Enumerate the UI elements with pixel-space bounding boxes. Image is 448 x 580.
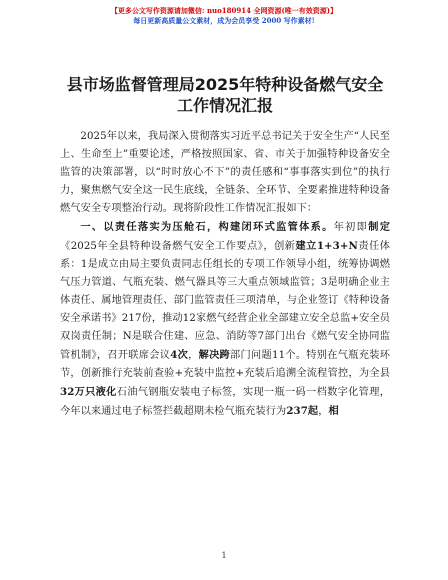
bold-run: 4次 [170, 349, 189, 361]
section-heading: 一、以责任落实为压舱石，构建闭环式监管体系。 [80, 221, 334, 233]
document-title: 县市场监督管理局2025年特种设备燃气安全工作情况汇报 [66, 75, 384, 115]
text-run: ， [318, 406, 329, 417]
bold-run: 237起 [286, 405, 319, 417]
page-number: 1 [221, 551, 227, 560]
text-run: 石油气钢瓶安装电子标签，实现一瓶一码一档数字化管理，今年以来通过电子标签拦截超期未检气瓶充装行为 [60, 387, 390, 417]
bold-run: 32万只液化 [60, 386, 117, 398]
text-run: ， [188, 350, 199, 361]
text-run: 年初即 [333, 222, 369, 233]
section-one-paragraph [60, 218, 390, 421]
text-run: 部门问题11个。特别在气瓶充装环节，创新推行充装前查验+充装中监控+充装后追溯全流程管控，为全县 [60, 350, 390, 379]
bold-run: 制定 [368, 221, 391, 233]
bold-run: 解决跨 [198, 349, 231, 361]
promo-line-1: 【更多公文写作资源请加微信: nuo180914 全网资源(唯一有效资源)】 [110, 6, 338, 15]
text-run: 责任体系：1是成立由局主要负责同志任组长的专项工作领导小组，统筹协调燃气压力管道、气瓶充装、燃气器具等三大重点领域监管；3是明确企业主体责任、属地管理责任、部门监管责任三项清单，与企业签订《特种设备安全承诺书》217份，推动12家燃气经营企业全部建立安全总监+安全员双岗责任制；N是联合住建、应急、消防等7部门出台《燃气安全协同监管机制》，召开联席会议 [60, 241, 390, 361]
document-body [60, 128, 390, 421]
promo-banner [0, 6, 448, 26]
bold-run: 建立1+3+N [295, 240, 358, 252]
bold-run: 相 [328, 405, 339, 417]
text-run: 《2025年全县特种设备燃气安全工作要点》，创新 [60, 241, 296, 252]
promo-line-2: 每日更新高质量公文素材，成为会员享受 2000 写作素材! [133, 16, 315, 25]
intro-paragraph: 2025年以来，我局深入贯彻落实习近平总书记关于安全生产“人民至上、生命至上”重要论述，严格按照国家、省、市关于加强特种设备安全监管的决策部署，以“时时放心不下”的责任感和“事事落实到位”的执行力，聚焦燃气安全这一民生底线，全链条、全环节、全要素推进特种设备燃气安全专项整治行动。现将阶段性工作情况汇报如下： [60, 131, 390, 214]
